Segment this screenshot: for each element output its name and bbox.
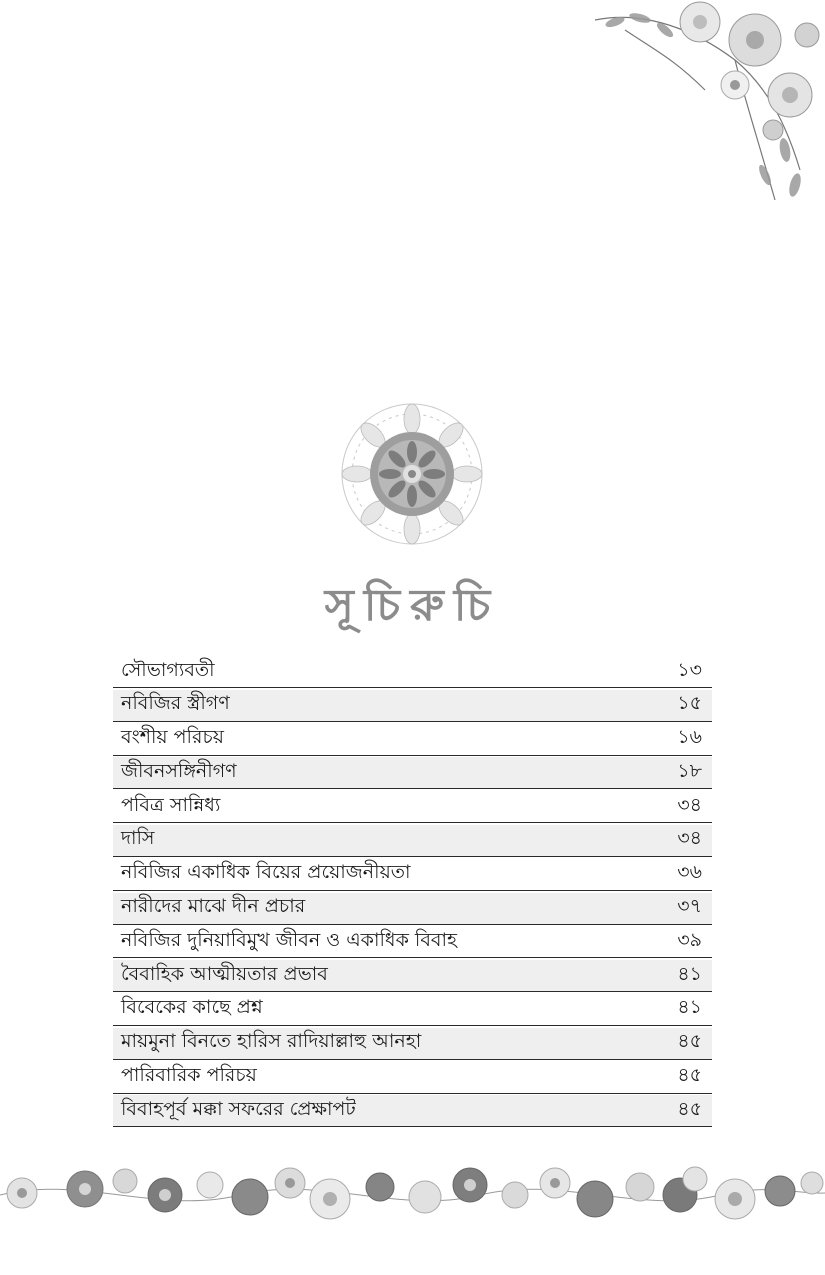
toc-row[interactable] — [113, 926, 712, 958]
toc-page-number: ৩৭ — [677, 895, 702, 918]
toc-label: পারিবারিক পরিচয় — [121, 1064, 257, 1087]
floral-border-ornament — [0, 1155, 825, 1230]
toc-label: বৈবাহিক আত্মীয়তার প্রভাব — [121, 962, 328, 985]
toc-label: সৌভাগ্যবতী — [121, 658, 215, 681]
toc-page-number: ১৫ — [677, 692, 702, 715]
toc-label: বংশীয় পরিচয় — [121, 726, 224, 749]
toc-row[interactable] — [113, 724, 712, 756]
toc-row[interactable] — [113, 1062, 712, 1094]
toc-label: নবিজির দুনিয়াবিমুখ জীবন ও একাধিক বিবাহ — [121, 928, 457, 951]
toc-page-number: ৪৫ — [677, 1097, 702, 1120]
toc-page-number: ১৮ — [677, 759, 702, 782]
toc-row[interactable] — [113, 656, 712, 688]
toc-page-number: ৩৯ — [677, 928, 702, 951]
toc-page-number: ১৬ — [677, 726, 702, 749]
toc-page-number: ৪৫ — [677, 1030, 702, 1053]
toc-label: নারীদের মাঝে দীন প্রচার — [121, 895, 306, 918]
table-of-contents — [113, 656, 712, 1129]
toc-page-number: ৩৬ — [677, 861, 702, 884]
toc-label: বিবাহপূর্ব মক্কা সফরের প্রেক্ষাপট — [121, 1097, 356, 1120]
toc-label: বিবেকের কাছে প্রশ্ন — [121, 996, 263, 1019]
mandala-ornament — [336, 398, 488, 550]
toc-label: দাসি — [121, 827, 155, 850]
toc-page-number: ৩৪ — [677, 793, 702, 816]
toc-row[interactable] — [113, 893, 712, 925]
toc-title: সূচিরুচি — [324, 580, 501, 631]
toc-label: নবিজির স্ত্রীগণ — [121, 692, 230, 715]
toc-page-number: ৩৪ — [677, 827, 702, 850]
toc-row[interactable] — [113, 859, 712, 891]
toc-row[interactable] — [113, 960, 712, 992]
toc-page-number: ৪১ — [677, 962, 702, 985]
toc-row[interactable] — [113, 994, 712, 1026]
toc-row[interactable] — [113, 757, 712, 789]
toc-page-number: ১৩ — [677, 658, 702, 681]
floral-corner-ornament — [585, 0, 825, 220]
toc-row[interactable] — [113, 825, 712, 857]
toc-label: নবিজির একাধিক বিয়ের প্রয়োজনীয়তা — [121, 861, 411, 884]
toc-page-number: ৪৫ — [677, 1064, 702, 1087]
toc-row[interactable] — [113, 1028, 712, 1060]
toc-label: পবিত্র সান্নিধ্য — [121, 793, 221, 816]
toc-page-number: ৪১ — [677, 996, 702, 1019]
toc-label: জীবনসঙ্গিনীগণ — [121, 759, 237, 782]
toc-label: মায়মুনা বিনতে হারিস রাদিয়াল্লাহু আনহা — [121, 1030, 422, 1053]
toc-row[interactable] — [113, 1095, 712, 1127]
toc-row[interactable] — [113, 690, 712, 722]
toc-row[interactable] — [113, 791, 712, 823]
